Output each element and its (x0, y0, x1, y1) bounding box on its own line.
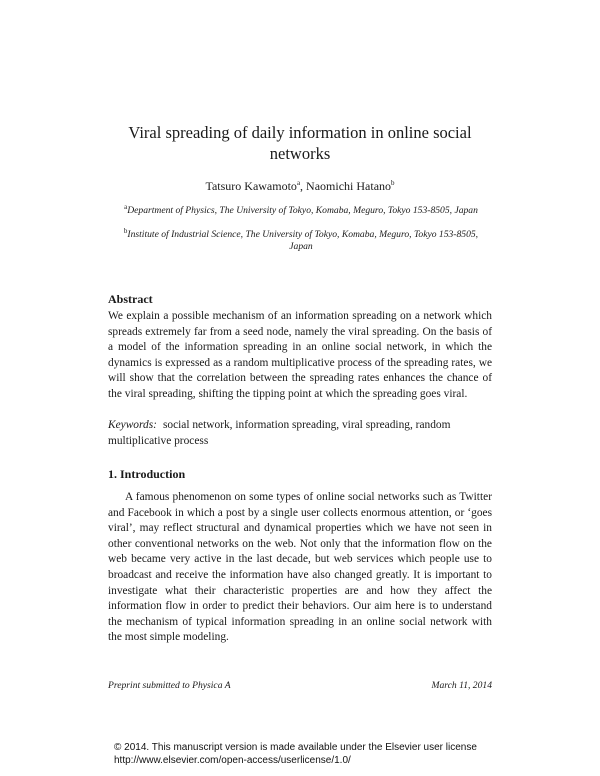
paper-title: Viral spreading of daily information in online social networks (128, 123, 472, 163)
affiliation-a (112, 201, 490, 217)
affiliation-mark: a (124, 203, 128, 211)
preprint-note: Preprint submitted to Physica A (108, 680, 231, 691)
affiliation-mark: b (123, 227, 128, 235)
abstract-text: We explain a possible mechanism of an information spreading on a network which spreads extremely far from a seed node, namely the viral spreading. On the basis of a model of the information spreading in an online social network, in which the dynamics is expressed as a random multiplicative process of the spreading rates, we will show that the correlation between the spreading rates enhances the chance of the viral spreading, shifting the tipping point at which the spreading goes viral. (108, 310, 492, 400)
author-name: Tatsuro Kawamoto (205, 179, 297, 193)
affiliation-b (112, 225, 490, 253)
affiliation-mark: b (391, 179, 395, 187)
author-line (105, 176, 495, 194)
keywords-label: Keywords: (108, 419, 157, 431)
author-name: Naomichi Hatano (306, 179, 392, 193)
affiliation-text: Department of Physics, The University of Tokyo, Komaba, Meguro, Tokyo 153-8505, Japan (127, 205, 478, 217)
affiliation-text: Institute of Industrial Science, The University of Tokyo, Komaba, Meguro, Tokyo 153-8505, Japan (127, 229, 479, 253)
section-heading: 1. Introduction (108, 467, 186, 481)
license-notice (114, 742, 514, 767)
section-body: A famous phenomenon on some types of online social networks such as Twitter and Facebook in which a post by a single user collects enormous attention, or ‘goes viral’, may reflect structural and dynamical properties which we have not seen in other conventional networks on the web. Not only that the information flow on the web became very active in the last decade, but web services which people use to broadcast and receive the information have also changed greatly. It is important to investigate what their characteristic properties are and how they affect the information flow in order to predict their behaviors. Our aim here is to understand the mechanism of typical information spreading in an online social network with the most simple modeling. (108, 491, 492, 644)
affiliation-mark: a (296, 179, 301, 187)
author-separator: , (300, 179, 307, 193)
keywords-text: social network, information spreading, viral spreading, random multiplicative process (108, 419, 451, 447)
keywords (108, 418, 492, 449)
license-url[interactable]: http://www.elsevier.com/open-access/userlicense/1.0/ (114, 754, 351, 766)
abstract-heading: Abstract (108, 292, 153, 306)
license-line: © 2014. This manuscript version is made available under the Elsevier user license (114, 742, 477, 753)
preprint-date: March 11, 2014 (431, 680, 492, 691)
